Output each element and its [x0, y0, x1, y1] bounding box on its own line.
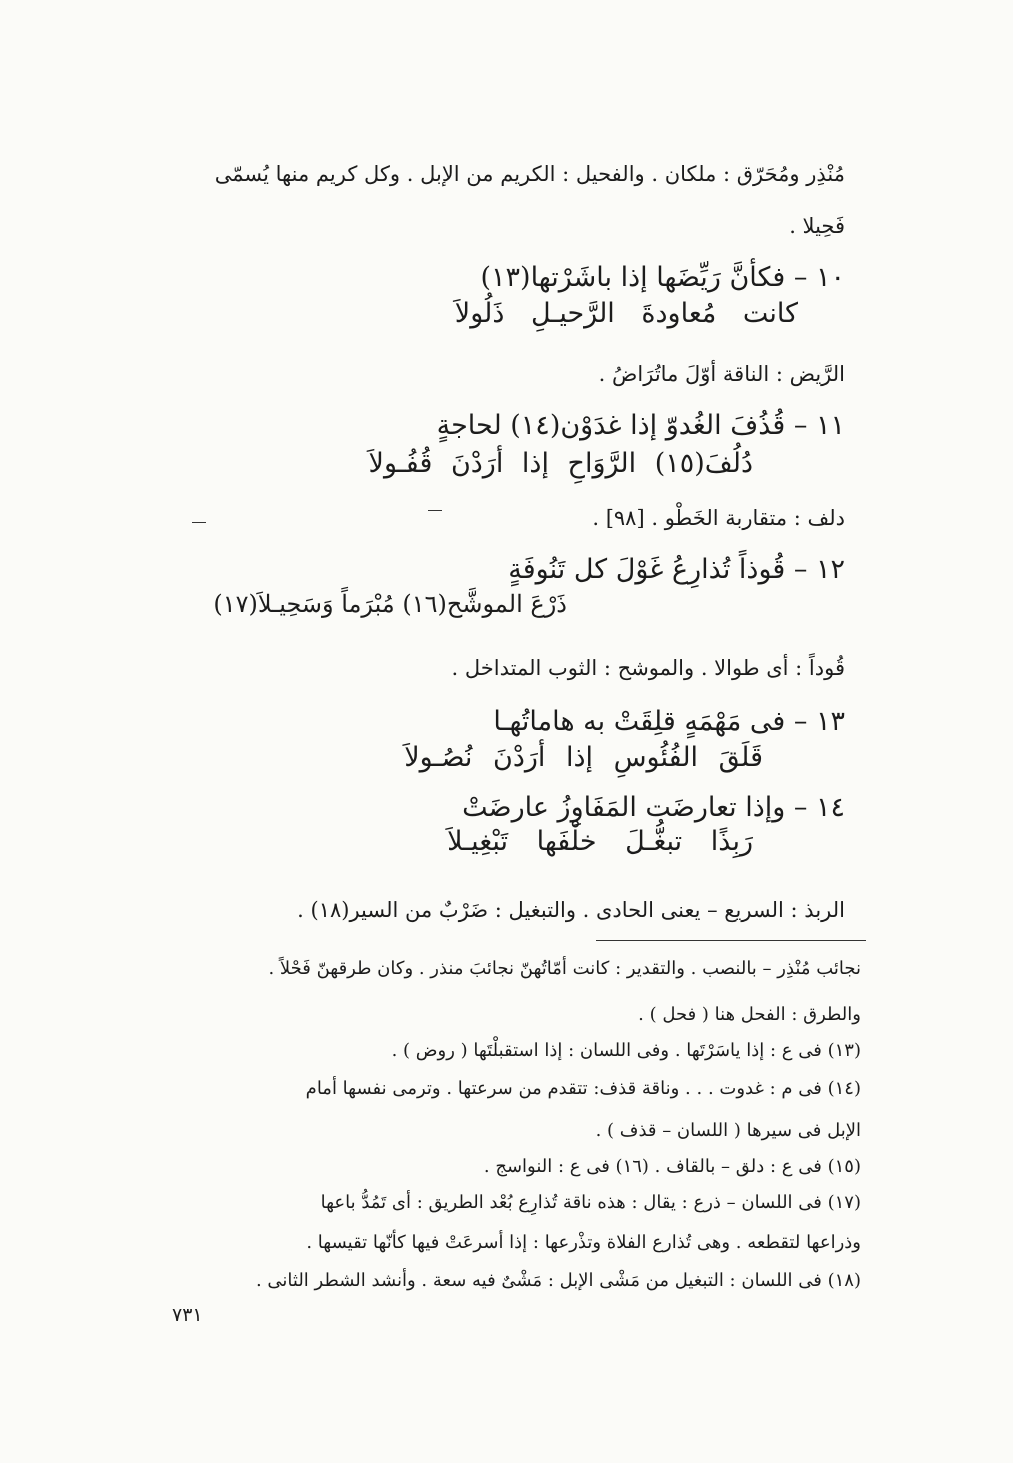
footnote-line: (١٥) فى ع : دلق – بالقاف . (١٦) فى ع : النواسج . [483, 1156, 861, 1177]
footnote-line: (١٧) فى اللسان – ذرع : يقال : هذه ناقة تُذارِع بُعْد الطريق : أى تَمُدُّ باعها [320, 1192, 861, 1213]
verse-12-first-hemistich: ١٢ – قُوذاً تُذارِعُ غَوْلَ كل تَنُوفَةٍ [508, 554, 845, 585]
verse-11-first-hemistich: ١١ – قُذُفَ الغُدوّ إذا غدَوْن(١٤) لحاجةٍ [436, 410, 845, 441]
gloss-line: مُنْذِر ومُحَرّق : ملكان . والفحيل : الكريم من الإبل . وكل كريم منها يُسمّى [214, 162, 845, 186]
verse-12-gloss: قُوداً : أى طوالا . والموشح : الثوب المتداخل . [451, 656, 845, 680]
verse-10-second-hemistich: كانت مُعاودةَ الرَّحيـلِ ذَلُولاَ [454, 298, 798, 329]
verse-10-gloss: الرَّيض : الناقة أوّلَ ماتُرَاضُ . [598, 362, 845, 386]
gloss-line: فَحِيلا . [789, 214, 845, 238]
page-number: ٧٣١ [172, 1304, 203, 1326]
verse-14-first-hemistich: ١٤ – وإذا تعارضَت المَفَاوِزُ عارضَتْ [462, 792, 845, 823]
verse-13-first-hemistich: ١٣ – فى مَهْمَهٍ قلِقَتْ به هاماتُهـا [493, 706, 845, 737]
footnote-separator [596, 940, 866, 941]
footnote-line: (١٨) فى اللسان : التبغيل من مَشْى الإبل : مَشْىٌ فيه سعة . وأنشد الشطر الثانى . [255, 1270, 861, 1291]
margin-mark [428, 510, 442, 511]
footnote-line: وذراعها لتقطعه . وهى تُذارع الفلاة وتذْرعها : إذا أسرعَتْ فيها كأنّها تقيسها . [306, 1232, 861, 1253]
footnote-line: والطرق : الفحل هنا ( فحل ) . [638, 1004, 861, 1025]
verse-14-gloss: الربذ : السريع – يعنى الحادى . والتبغيل : ضَرْبٌ من السير(١٨) . [297, 898, 845, 922]
verse-13-second-hemistich: قَلَقَ الفُئُوسِ إذا أرَدْنَ نُصُـولاَ [404, 742, 763, 773]
footnote-line: (١٤) فى م : غدوت . . . وناقة قذف: تتقدم من سرعتها . وترمى نفسها أمام [305, 1078, 861, 1099]
margin-mark [192, 522, 206, 523]
verse-12-second-hemistich: ذَرْعَ الموشَّح(١٦) مُبْرَماً وَسَحِيـلاَ(١٧) [213, 590, 567, 618]
footnote-line: (١٣) فى ع : إذا ياسَرْتَها . وفى اللسان : إذا استقبلْتَها ( روض ) . [391, 1040, 861, 1061]
verse-10-first-hemistich: ١٠ – فكأنَّ رَيِّضَها إذا باشَرْتها(١٣) [480, 262, 845, 293]
verse-14-second-hemistich: رَبِذًا تبغُّـلَ خلْفَها تَبْغِيـلاَ [447, 826, 753, 857]
footnote-line: نجائب مُنْذِر – بالنصب . والتقدير : كانت أمّاتُهنّ نجائبَ منذر . وكان طرقهنّ فَحْلاً . [268, 958, 861, 979]
verse-11-second-hemistich: دُلُفَ(١٥) الرَّوَاحِ إذا أرَدْنَ قُفُـولاَ [368, 448, 753, 479]
footnote-line: الإبل فى سيرها ( اللسان – قذف ) . [595, 1120, 861, 1141]
verse-11-gloss: دلف : متقاربة الخَطْو . [٩٨] . [592, 506, 845, 530]
